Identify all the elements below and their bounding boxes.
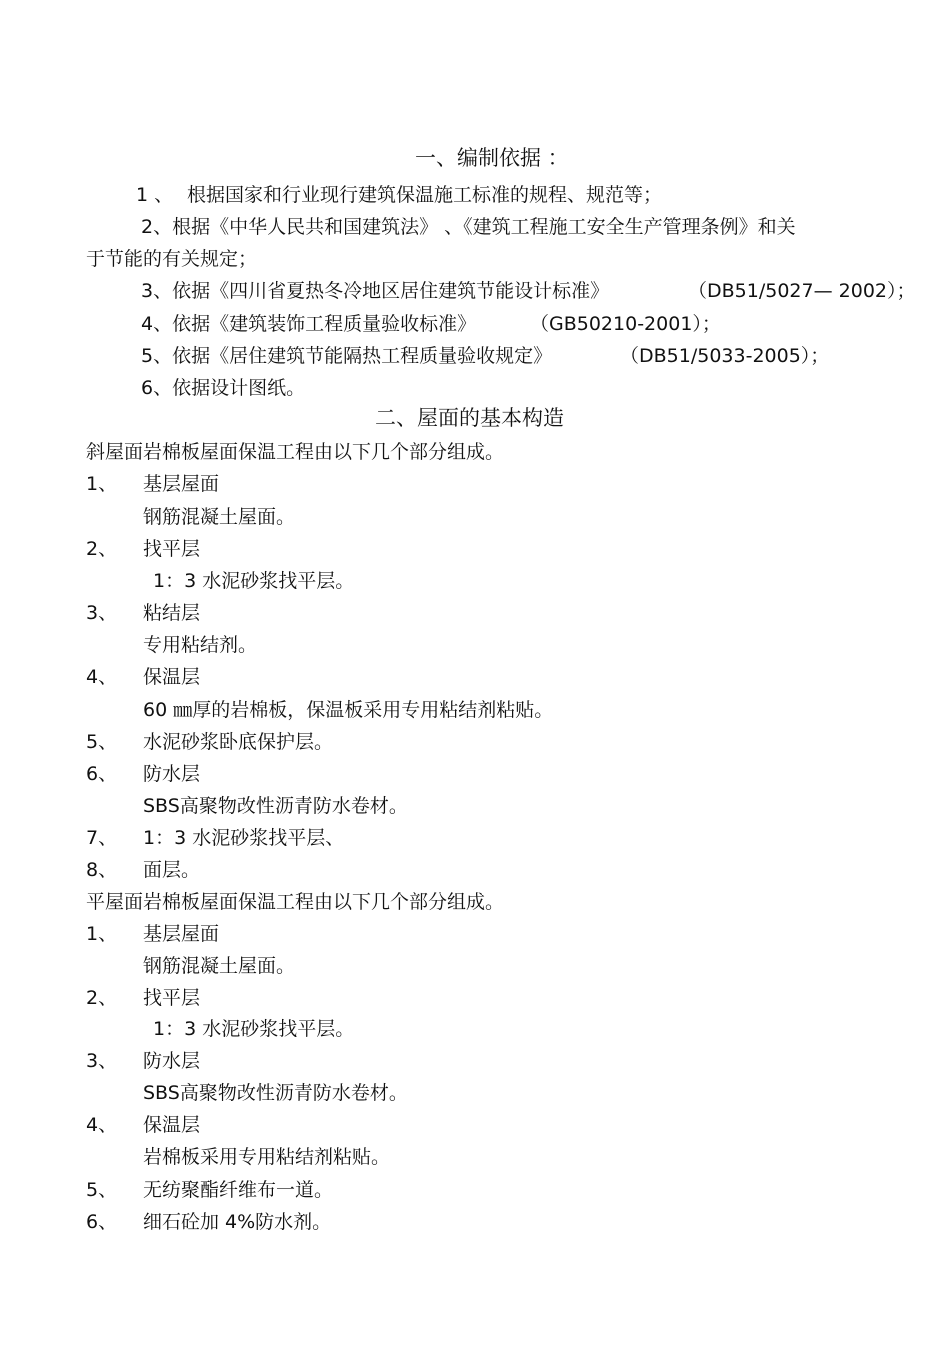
flat-item4-label: 保温层 bbox=[143, 1114, 201, 1136]
sloped-item6-num: 6、 bbox=[86, 763, 118, 785]
flat-item3-label: 防水层 bbox=[143, 1050, 201, 1072]
s1-item2-cont: 于节能的有关规定； bbox=[86, 248, 258, 270]
flat-item4-detail: 岩棉板采用专用粘结剂粘贴。 bbox=[143, 1146, 391, 1168]
flat-intro: 平屋面岩棉板屋面保温工程由以下几个部分组成。 bbox=[86, 891, 505, 913]
flat-item5-label: 无纺聚酯纤维布一道。 bbox=[143, 1179, 334, 1201]
flat-item2-detail: 1：3 水泥砂浆找平层。 bbox=[153, 1018, 355, 1040]
sloped-item2-detail: 1：3 水泥砂浆找平层。 bbox=[153, 570, 355, 592]
sloped-item4-detail: 60 ㎜厚的岩棉板，保温板采用专用粘结剂粘贴。 bbox=[143, 699, 554, 721]
s1-item3-text: 3、依据《四川省夏热冬冷地区居住建筑节能设计标准》 bbox=[141, 280, 610, 302]
sloped-item3-num: 3、 bbox=[86, 602, 118, 624]
sloped-item3-label: 粘结层 bbox=[143, 602, 201, 624]
flat-item3-num: 3、 bbox=[86, 1050, 118, 1072]
flat-item1-label: 基层屋面 bbox=[143, 923, 220, 945]
flat-item2-num: 2、 bbox=[86, 987, 118, 1009]
flat-item5-num: 5、 bbox=[86, 1179, 118, 1201]
section1-title: 一、编制依据 ： bbox=[415, 146, 569, 170]
sloped-item8-label: 面层。 bbox=[143, 859, 201, 881]
s1-item5-text: 5、依据《居住建筑节能隔热工程质量验收规定》 bbox=[141, 345, 553, 367]
s1-item4-code: （GB50210-2001）； bbox=[530, 313, 721, 335]
sloped-item7-num: 7、 bbox=[86, 827, 118, 849]
sloped-item2-num: 2、 bbox=[86, 538, 118, 560]
s1-item2-text: 2、根据《中华人民共和国建筑法》 、《建筑工程施工安全生产管理条例》和关 bbox=[141, 216, 796, 238]
sloped-item1-detail: 钢筋混凝土屋面。 bbox=[143, 506, 296, 528]
s1-item5-code: （DB51/5033-2005）； bbox=[620, 345, 830, 367]
s1-item4-text: 4、依据《建筑装饰工程质量验收标准》 bbox=[141, 313, 477, 335]
sloped-item4-label: 保温层 bbox=[143, 666, 201, 688]
sloped-item5-label: 水泥砂浆卧底保护层。 bbox=[143, 731, 334, 753]
sloped-item3-detail: 专用粘结剂。 bbox=[143, 634, 258, 656]
flat-item1-detail: 钢筋混凝土屋面。 bbox=[143, 955, 296, 977]
sloped-item7-label: 1：3 水泥砂浆找平层、 bbox=[143, 827, 345, 849]
s1-item1-text: 根据国家和行业现行建筑保温施工标准的规程、规范等； bbox=[187, 184, 663, 206]
flat-item3-detail: SBS高聚物改性沥青防水卷材。 bbox=[143, 1082, 408, 1104]
sloped-item6-label: 防水层 bbox=[143, 763, 201, 785]
s1-item1-num: 1 、 bbox=[136, 184, 174, 206]
sloped-item4-num: 4、 bbox=[86, 666, 118, 688]
sloped-item8-num: 8、 bbox=[86, 859, 118, 881]
flat-item6-label: 细石砼加 4%防水剂。 bbox=[143, 1211, 332, 1233]
flat-item6-num: 6、 bbox=[86, 1211, 118, 1233]
sloped-item2-label: 找平层 bbox=[143, 538, 201, 560]
s1-item6-text: 6、依据设计图纸。 bbox=[141, 377, 306, 399]
flat-item4-num: 4、 bbox=[86, 1114, 118, 1136]
sloped-item1-num: 1、 bbox=[86, 473, 118, 495]
section2-title: 二、屋面的基本构造 bbox=[375, 406, 564, 430]
sloped-intro: 斜屋面岩棉板屋面保温工程由以下几个部分组成。 bbox=[86, 441, 505, 463]
flat-item1-num: 1、 bbox=[86, 923, 118, 945]
s1-item3-code: （DB51/5027— 2002）； bbox=[688, 280, 916, 302]
sloped-item5-num: 5、 bbox=[86, 731, 118, 753]
sloped-item1-label: 基层屋面 bbox=[143, 473, 220, 495]
flat-item2-label: 找平层 bbox=[143, 987, 201, 1009]
sloped-item6-detail: SBS高聚物改性沥青防水卷材。 bbox=[143, 795, 408, 817]
